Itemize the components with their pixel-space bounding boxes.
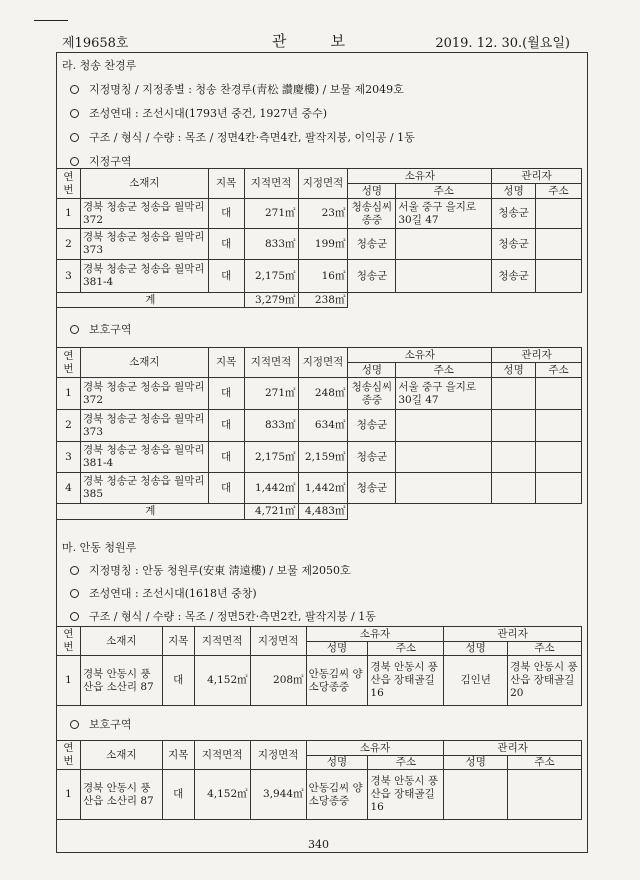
table-cell: 248㎡ xyxy=(298,378,348,410)
table-cell: 833㎡ xyxy=(244,229,298,260)
table-row xyxy=(57,229,582,260)
list-item: 지정명칭 / 지정종별 : 청송 찬경루(靑松 讚慶樓) / 보물 제2049호 xyxy=(70,81,404,97)
header-cell: 지적면적 xyxy=(244,348,298,378)
table-cell xyxy=(396,260,492,293)
list-item: 조성연대 : 조선시대(1618년 중창) xyxy=(70,585,257,601)
table-cell: 경북 청송군 청송읍 월막리 373 xyxy=(80,410,208,442)
header-cell: 지정면적 xyxy=(250,741,306,770)
header-cell: 연번 xyxy=(57,348,81,378)
table-cell: 청송군 xyxy=(348,410,396,442)
table-cell: 경북 안동시 풍산읍 소산리 87 xyxy=(80,770,162,820)
header-cell: 성명 xyxy=(492,363,536,378)
table-cell xyxy=(396,442,492,473)
page-title: 관보 xyxy=(272,32,389,50)
table-cell: 1 xyxy=(57,378,81,410)
table-cell: 경북 안동시 풍산읍 장태골길 16 xyxy=(368,656,444,706)
table-cell: 199㎡ xyxy=(298,229,348,260)
table-cell: 16㎡ xyxy=(298,260,348,293)
issue-number: 제19658호 xyxy=(62,36,129,51)
circle-bullet-icon xyxy=(70,720,79,729)
table-cell: 대 xyxy=(208,442,244,473)
header-cell: 주소 xyxy=(536,363,582,378)
bottom-rule xyxy=(56,852,587,853)
header-cell: 관리자 xyxy=(492,348,582,363)
header-cell: 소유자 xyxy=(348,348,492,363)
table-cell: 4,721㎡ xyxy=(244,504,298,520)
table-cell: 2 xyxy=(57,410,81,442)
table-cell: 271㎡ xyxy=(244,378,298,410)
table-row xyxy=(57,378,582,410)
table-cell: 2,175㎡ xyxy=(244,442,298,473)
header-cell: 소재지 xyxy=(80,741,162,770)
table-cell: 청송군 xyxy=(492,199,536,229)
table-cell: 대 xyxy=(208,199,244,229)
header-cell: 주소 xyxy=(396,363,492,378)
table-cell: 경북 안동시 풍산읍 장태골길 16 xyxy=(368,770,444,820)
table-cell: 1 xyxy=(57,199,81,229)
table-cell: 3 xyxy=(57,442,81,473)
circle-bullet-icon xyxy=(70,566,79,575)
header-cell: 연번 xyxy=(57,741,81,770)
header-cell: 성명 xyxy=(306,756,368,770)
table-cell: 3,944㎡ xyxy=(250,770,306,820)
table-cell xyxy=(536,199,582,229)
top-mark xyxy=(34,20,68,21)
table-cell: 청송군 xyxy=(348,442,396,473)
table-cell: 계 xyxy=(57,504,245,520)
header-cell: 지적면적 xyxy=(194,741,250,770)
table-cell xyxy=(536,473,582,504)
circle-bullet-icon xyxy=(70,612,79,621)
circle-bullet-icon xyxy=(70,589,79,598)
header-cell: 소유자 xyxy=(306,741,444,756)
table-cell: 경북 청송군 청송읍 월막리 372 xyxy=(80,378,208,410)
table-cell xyxy=(508,770,582,820)
page-header xyxy=(50,30,580,52)
table-total-row xyxy=(57,504,582,520)
table-cell: 1 xyxy=(57,770,81,820)
table-cell: 청송군 xyxy=(348,260,396,293)
andong-designated-table xyxy=(56,626,582,706)
circle-bullet-icon xyxy=(70,85,79,94)
header-cell: 성명 xyxy=(348,363,396,378)
table-cell: 서울 중구 을지로 30길 47 xyxy=(396,199,492,229)
table-cell: 1 xyxy=(57,656,81,706)
table-cell: 청송군 xyxy=(492,229,536,260)
table-cell: 2,175㎡ xyxy=(244,260,298,293)
table-cell: 대 xyxy=(162,770,194,820)
header-cell: 관리자 xyxy=(444,627,582,642)
table-cell: 경북 청송군 청송읍 월막리 372 xyxy=(80,199,208,229)
header-cell: 성명 xyxy=(444,642,508,656)
header-cell: 주소 xyxy=(368,756,444,770)
issue-date: 2019. 12. 30.(월요일) xyxy=(435,36,570,51)
table-cell: 경북 청송군 청송읍 월막리 381-4 xyxy=(80,442,208,473)
table-cell xyxy=(536,260,582,293)
table-cell: 2 xyxy=(57,229,81,260)
table-cell: 청송군 xyxy=(492,260,536,293)
table-cell: 23㎡ xyxy=(298,199,348,229)
section-heading-ma: 마. 안동 청원루 xyxy=(62,541,137,554)
table-cell xyxy=(536,410,582,442)
table-row xyxy=(57,770,582,820)
list-item: 구조 / 형식 / 수량 : 목조 / 정면4칸·측면4칸, 팔작지붕, 이익공 / 1동 xyxy=(70,129,415,145)
circle-bullet-icon xyxy=(70,109,79,118)
table-cell: 833㎡ xyxy=(244,410,298,442)
table-cell: 1,442㎡ xyxy=(298,473,348,504)
table-cell: 청송심씨 종중 xyxy=(348,378,396,410)
table-cell xyxy=(536,378,582,410)
header-cell: 주소 xyxy=(508,756,582,770)
table-cell: 계 xyxy=(57,293,245,308)
table-cell xyxy=(536,229,582,260)
header-cell: 소재지 xyxy=(80,169,208,199)
list-item: 지정명칭 : 안동 청원루(安東 淸遠樓) / 보물 제2050호 xyxy=(70,562,351,578)
table-cell: 안동김씨 양소당종중 xyxy=(306,656,368,706)
protection-area-table xyxy=(56,347,582,520)
list-item: 지정구역 xyxy=(70,153,132,169)
table-cell: 안동김씨 양소당종중 xyxy=(306,770,368,820)
table-cell: 경북 안동시 풍산읍 소산리 87 xyxy=(80,656,162,706)
table-cell: 대 xyxy=(208,378,244,410)
header-cell: 지목 xyxy=(162,627,194,656)
table-cell: 634㎡ xyxy=(298,410,348,442)
table-cell: 3 xyxy=(57,260,81,293)
table-cell: 4,152㎡ xyxy=(194,770,250,820)
header-cell: 주소 xyxy=(536,184,582,199)
table-cell: 경북 청송군 청송읍 월막리 381-4 xyxy=(80,260,208,293)
circle-bullet-icon xyxy=(70,325,79,334)
table-cell xyxy=(536,442,582,473)
header-cell: 지정면적 xyxy=(298,348,348,378)
table-cell: 경북 청송군 청송읍 월막리 373 xyxy=(80,229,208,260)
table-row xyxy=(57,260,582,293)
list-item: 구조 / 형식 / 수량 : 목조 / 정면5칸·측면2칸, 팔작지붕 / 1동 xyxy=(70,608,376,624)
table-cell: 238㎡ xyxy=(298,293,348,308)
table-cell xyxy=(444,770,508,820)
header-cell: 소유자 xyxy=(306,627,444,642)
header-cell: 지목 xyxy=(162,741,194,770)
header-cell: 소재지 xyxy=(80,627,162,656)
table-cell: 271㎡ xyxy=(244,199,298,229)
table-row xyxy=(57,410,582,442)
header-cell: 지적면적 xyxy=(194,627,250,656)
table-cell: 4 xyxy=(57,473,81,504)
table-cell: 208㎡ xyxy=(250,656,306,706)
table-cell xyxy=(492,473,536,504)
header-cell: 성명 xyxy=(492,184,536,199)
circle-bullet-icon xyxy=(70,133,79,142)
header-cell: 성명 xyxy=(306,642,368,656)
table-cell: 대 xyxy=(162,656,194,706)
list-item: 보호구역 xyxy=(70,716,132,732)
designated-area-table xyxy=(56,168,582,308)
header-cell: 연번 xyxy=(57,169,81,199)
table-cell xyxy=(492,442,536,473)
table-cell xyxy=(396,229,492,260)
header-cell: 성명 xyxy=(348,184,396,199)
table-cell: 청송심씨 종중 xyxy=(348,199,396,229)
table-cell: 3,279㎡ xyxy=(244,293,298,308)
table-row xyxy=(57,199,582,229)
header-cell: 성명 xyxy=(444,756,508,770)
header-cell: 지정면적 xyxy=(298,169,348,199)
header-cell: 소유자 xyxy=(348,169,492,184)
table-cell: 대 xyxy=(208,260,244,293)
header-cell: 주소 xyxy=(508,642,582,656)
section-heading-ra: 라. 청송 찬경루 xyxy=(62,59,137,72)
table-cell: 대 xyxy=(208,410,244,442)
header-cell: 지목 xyxy=(208,169,244,199)
header-cell: 지목 xyxy=(208,348,244,378)
table-cell: 4,152㎡ xyxy=(194,656,250,706)
list-item: 보호구역 xyxy=(70,321,132,337)
table-cell: 1,442㎡ xyxy=(244,473,298,504)
table-row xyxy=(57,473,582,504)
table-cell xyxy=(492,378,536,410)
table-cell: 서울 중구 을지로 30길 47 xyxy=(396,378,492,410)
table-cell xyxy=(396,410,492,442)
circle-bullet-icon xyxy=(70,157,79,166)
table-cell xyxy=(396,473,492,504)
header-cell: 주소 xyxy=(368,642,444,656)
table-cell: 김인년 xyxy=(444,656,508,706)
table-cell: 2,159㎡ xyxy=(298,442,348,473)
table-cell: 대 xyxy=(208,229,244,260)
header-cell: 지적면적 xyxy=(244,169,298,199)
header-cell: 관리자 xyxy=(492,169,582,184)
header-cell: 주소 xyxy=(396,184,492,199)
table-cell: 경북 안동시 풍산읍 장태골길 20 xyxy=(508,656,582,706)
table-cell xyxy=(492,410,536,442)
table-cell: 청송군 xyxy=(348,473,396,504)
table-cell: 경북 청송군 청송읍 월막리 385 xyxy=(80,473,208,504)
table-row xyxy=(57,442,582,473)
page-number: 340 xyxy=(308,838,329,851)
table-cell: 대 xyxy=(208,473,244,504)
list-item: 조성연대 : 조선시대(1793년 중건, 1927년 중수) xyxy=(70,105,327,121)
header-cell: 지정면적 xyxy=(250,627,306,656)
header-cell: 관리자 xyxy=(444,741,582,756)
table-cell: 청송군 xyxy=(348,229,396,260)
table-row xyxy=(57,656,582,706)
header-cell: 소재지 xyxy=(80,348,208,378)
header-cell: 연번 xyxy=(57,627,81,656)
table-total-row xyxy=(57,293,582,308)
andong-protection-table xyxy=(56,740,582,820)
table-cell: 4,483㎡ xyxy=(298,504,348,520)
